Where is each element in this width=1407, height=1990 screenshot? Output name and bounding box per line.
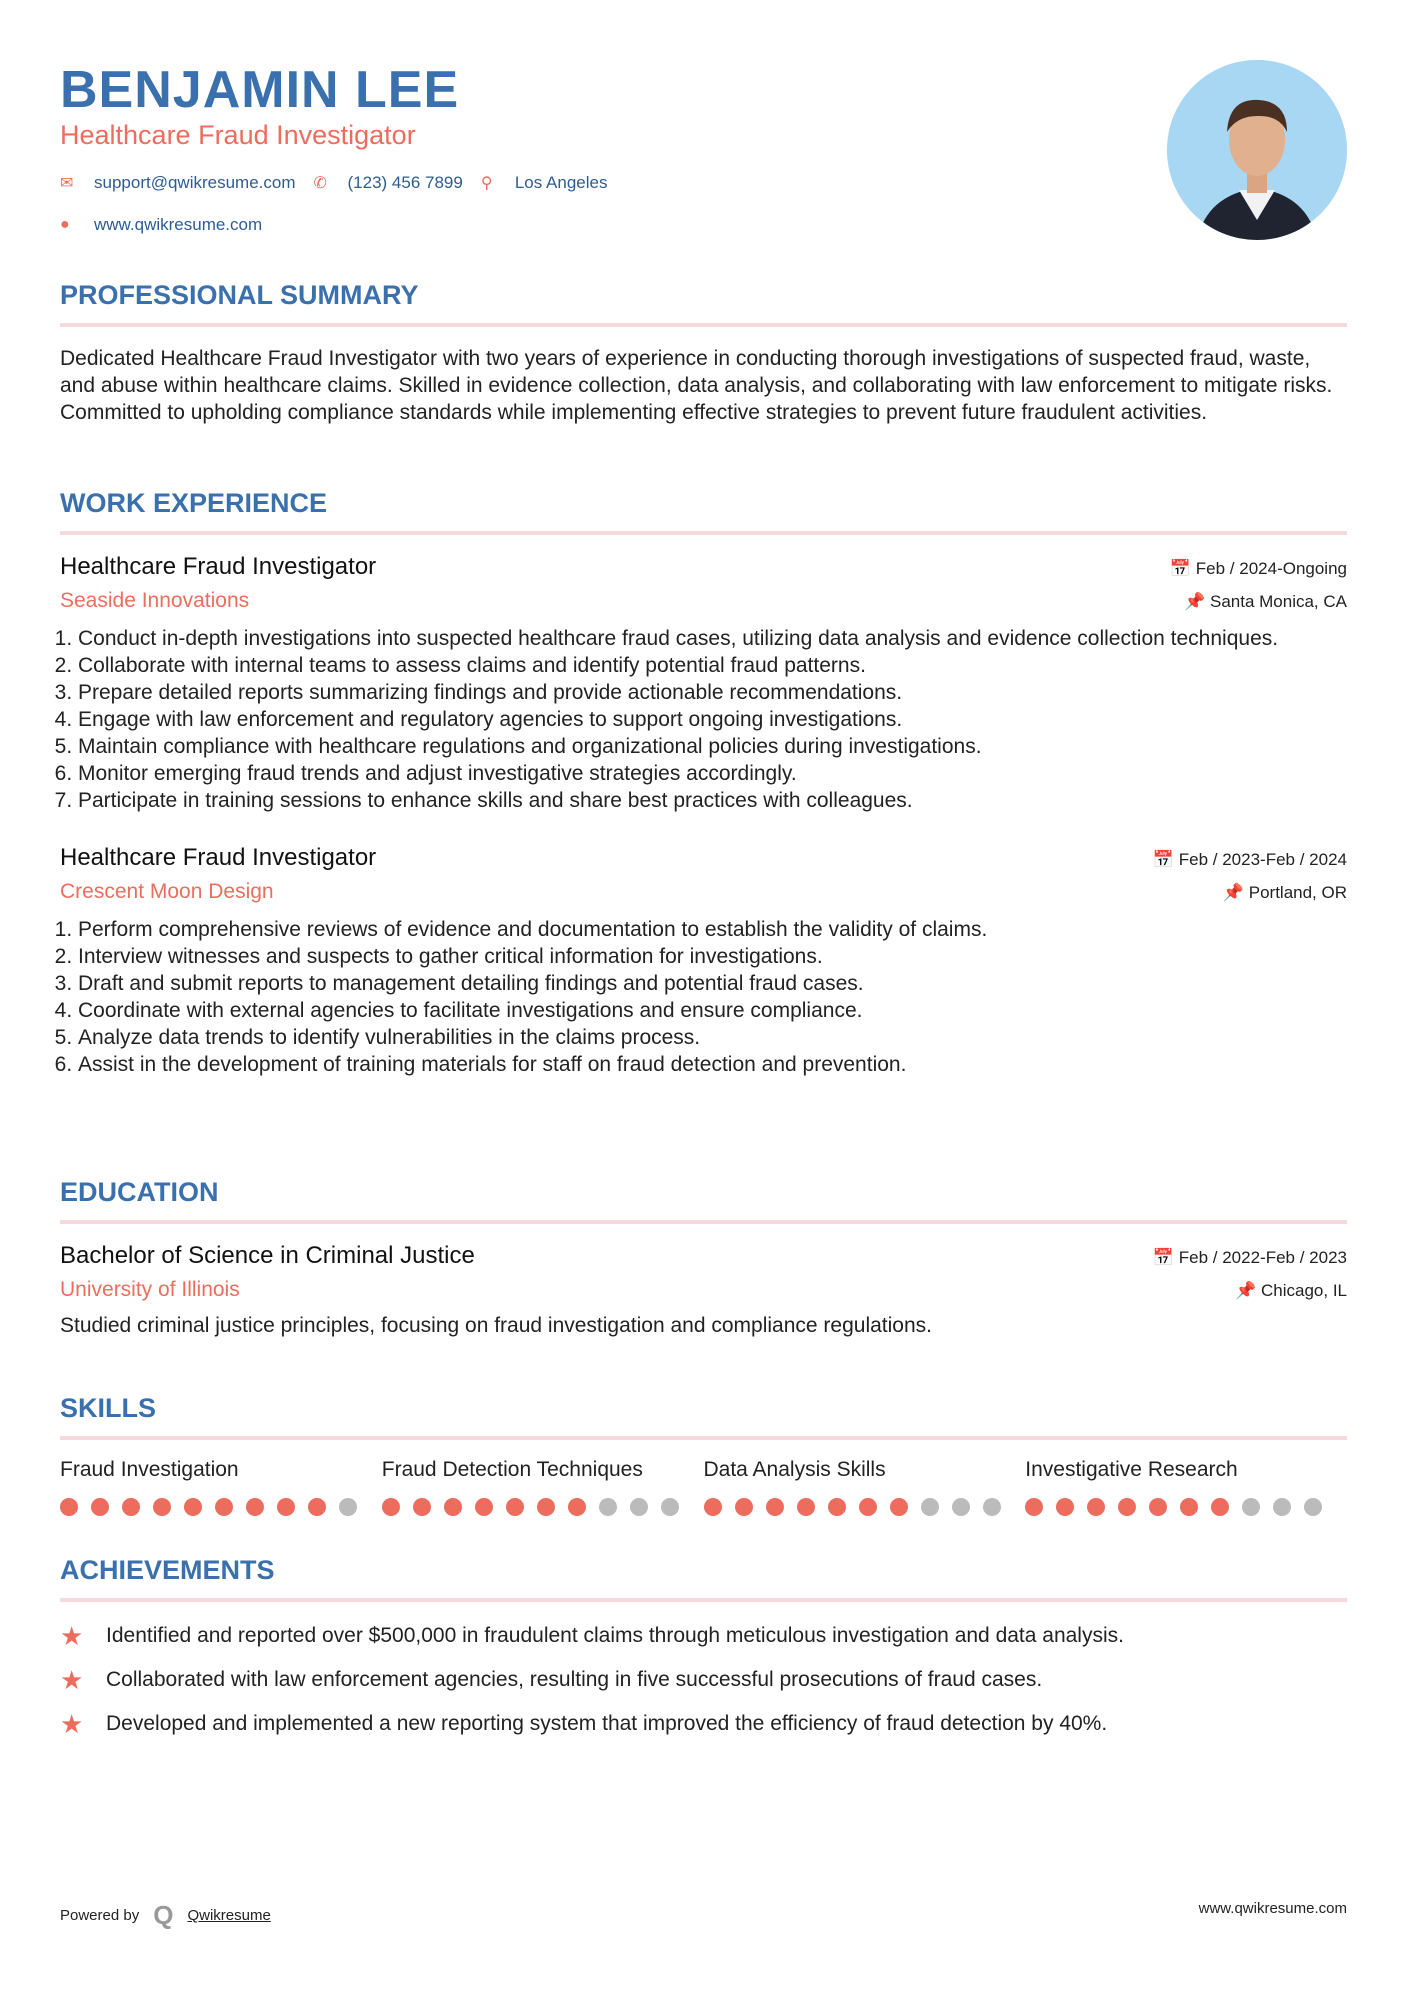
globe-icon: ● [60, 216, 70, 233]
website-link[interactable]: www.qwikresume.com [94, 215, 263, 234]
rating-dot [1273, 1498, 1291, 1516]
brand-link[interactable]: Qwikresume [187, 1907, 271, 1924]
star-icon: ★ [60, 1708, 84, 1739]
rating-dot [828, 1498, 846, 1516]
pin-icon: 📌 [1184, 592, 1210, 611]
star-icon: ★ [60, 1620, 84, 1651]
list-item: 1. Perform comprehensive reviews of evidence and documentation to establish the validity of claims. [78, 916, 1347, 943]
list-item: 7. Participate in training sessions to enhance skills and share best practices with colleagues. [78, 787, 1347, 814]
list-item: 6. Monitor emerging fraud trends and adjust investigative strategies accordingly. [78, 760, 1347, 787]
profile-photo [1167, 60, 1347, 240]
section-heading: WORK EXPERIENCE [60, 488, 1347, 535]
website-row [60, 215, 262, 235]
skill-name: Data Analysis Skills [703, 1458, 886, 1481]
rating-dot [537, 1498, 555, 1516]
job-dates: 📅 Feb / 2024-Ongoing [1169, 559, 1347, 578]
job-title: Healthcare Fraud Investigator [60, 120, 416, 150]
email-link[interactable]: support@qwikresume.com [94, 173, 296, 192]
job-location: 📌 Santa Monica, CA [1184, 592, 1347, 611]
candidate-name: BENJAMIN LEE [60, 61, 460, 119]
calendar-icon: 📅 [1169, 559, 1196, 578]
rating-dot [859, 1498, 877, 1516]
rating-dot [122, 1498, 140, 1516]
list-item: 3. Prepare detailed reports summarizing findings and provide actionable recommendations. [78, 679, 1347, 706]
rating-dot [1087, 1498, 1105, 1516]
rating-dot [475, 1498, 493, 1516]
company-name: Seaside Innovations [60, 589, 250, 612]
achievement-item: ★ Identified and reported over $500,000 in fraudulent claims through meticulous investigation and data analysis. [60, 1620, 1124, 1651]
list-item: 3. Draft and submit reports to management detailing findings and potential fraud cases. [78, 970, 1347, 997]
skill-rating [60, 1498, 382, 1516]
rating-dot [630, 1498, 648, 1516]
rating-dot [444, 1498, 462, 1516]
education-description: Studied criminal justice principles, focusing on fraud investigation and compliance regulations. [60, 1314, 932, 1337]
professional-summary-section [60, 280, 1347, 426]
skill-item [382, 1458, 704, 1516]
rating-dot [413, 1498, 431, 1516]
email-icon: ✉ [60, 175, 74, 192]
rating-dot [60, 1498, 78, 1516]
job-entry-title: Healthcare Fraud Investigator [60, 553, 377, 580]
skill-rating [1025, 1498, 1347, 1516]
rating-dot [921, 1498, 939, 1516]
phone: (123) 456 7899 [347, 173, 463, 192]
skill-name: Investigative Research [1025, 1458, 1238, 1481]
rating-dot [1056, 1498, 1074, 1516]
summary-text: Dedicated Healthcare Fraud Investigator with two years of experience in conducting thorough investigations of suspected fraud, waste, and abuse within healthcare claims. Skilled in evidence collection, data analysis, and collaborating with law enforcement to mitigate risks. Committed to upholding compliance standards while implementing effective strategies to prevent future fraudulent activities. [60, 347, 1333, 424]
calendar-icon: 📅 [1152, 850, 1179, 869]
section-heading: EDUCATION [60, 1177, 1347, 1224]
job-entry-title: Healthcare Fraud Investigator [60, 844, 377, 871]
list-item: 1. Conduct in-depth investigations into suspected healthcare fraud cases, utilizing data analysis and evidence collection techniques. [78, 625, 1347, 652]
skill-rating [704, 1498, 1026, 1516]
phone-icon: ✆ [313, 175, 327, 192]
pin-icon: 📌 [1222, 883, 1249, 902]
footer-left [60, 1900, 271, 1931]
rating-dot [599, 1498, 617, 1516]
skills-section [60, 1393, 1347, 1516]
skill-item [1025, 1458, 1347, 1516]
rating-dot [952, 1498, 970, 1516]
job-entry [60, 553, 1347, 814]
contact-row [60, 173, 607, 193]
footer-site[interactable]: www.qwikresume.com [1198, 1900, 1347, 1917]
rating-dot [735, 1498, 753, 1516]
list-item: 4. Coordinate with external agencies to facilitate investigations and ensure compliance. [78, 997, 1347, 1024]
skill-name: Fraud Detection Techniques [381, 1458, 643, 1481]
rating-dot [1118, 1498, 1136, 1516]
skill-name: Fraud Investigation [60, 1458, 239, 1481]
company-name: Crescent Moon Design [60, 880, 274, 903]
star-icon: ★ [60, 1664, 84, 1695]
location-pin-icon: ⚲ [480, 175, 493, 192]
section-heading: SKILLS [60, 1393, 1347, 1440]
calendar-icon: 📅 [1152, 1248, 1179, 1267]
rating-dot [983, 1498, 1001, 1516]
rating-dot [308, 1498, 326, 1516]
rating-dot [890, 1498, 908, 1516]
rating-dot [1149, 1498, 1167, 1516]
pin-icon: 📌 [1235, 1281, 1261, 1300]
school-name: University of Illinois [60, 1278, 240, 1301]
rating-dot [184, 1498, 202, 1516]
list-item: 5. Analyze data trends to identify vulnerabilities in the claims process. [78, 1024, 1347, 1051]
rating-dot [766, 1498, 784, 1516]
section-heading: ACHIEVEMENTS [60, 1555, 1347, 1602]
rating-dot [506, 1498, 524, 1516]
rating-dot [153, 1498, 171, 1516]
rating-dot [1242, 1498, 1260, 1516]
list-item: 4. Engage with law enforcement and regulatory agencies to support ongoing investigations. [78, 706, 1347, 733]
rating-dot [215, 1498, 233, 1516]
skill-item [60, 1458, 382, 1516]
achievement-item: ★ Collaborated with law enforcement agencies, resulting in five successful prosecutions of fraud cases. [60, 1664, 1043, 1695]
section-heading: PROFESSIONAL SUMMARY [60, 280, 1347, 327]
rating-dot [91, 1498, 109, 1516]
job-entry [60, 844, 1347, 1078]
job-location: 📌 Portland, OR [1222, 883, 1347, 902]
work-experience-section [60, 488, 1347, 1078]
achievement-item: ★ Developed and implemented a new reporting system that improved the efficiency of fraud detection by 40%. [60, 1708, 1108, 1739]
rating-dot [277, 1498, 295, 1516]
rating-dot [339, 1498, 357, 1516]
rating-dot [1180, 1498, 1198, 1516]
skill-rating [382, 1498, 704, 1516]
achievements-section [60, 1555, 1347, 1746]
list-item: 2. Interview witnesses and suspects to gather critical information for investigations. [78, 943, 1347, 970]
rating-dot [704, 1498, 722, 1516]
rating-dot [1025, 1498, 1043, 1516]
education-section [60, 1177, 1347, 1339]
powered-by-label: Powered by [60, 1907, 140, 1924]
location: Los Angeles [514, 173, 608, 192]
education-dates: 📅 Feb / 2022-Feb / 2023 [1152, 1248, 1347, 1267]
qwikresume-logo-icon: Q [153, 1900, 174, 1930]
job-bullets [60, 625, 1347, 814]
rating-dot [568, 1498, 586, 1516]
rating-dot [1211, 1498, 1229, 1516]
degree: Bachelor of Science in Criminal Justice [60, 1242, 475, 1269]
rating-dot [246, 1498, 264, 1516]
job-dates: 📅 Feb / 2023-Feb / 2024 [1152, 850, 1347, 869]
skill-item [704, 1458, 1026, 1516]
job-bullets [60, 916, 1347, 1078]
list-item: 5. Maintain compliance with healthcare regulations and organizational policies during investigations. [78, 733, 1347, 760]
rating-dot [797, 1498, 815, 1516]
rating-dot [661, 1498, 679, 1516]
education-location: 📌 Chicago, IL [1235, 1281, 1347, 1300]
rating-dot [382, 1498, 400, 1516]
list-item: 2. Collaborate with internal teams to assess claims and identify potential fraud patterns. [78, 652, 1347, 679]
rating-dot [1304, 1498, 1322, 1516]
list-item: 6. Assist in the development of training materials for staff on fraud detection and prevention. [78, 1051, 1347, 1078]
